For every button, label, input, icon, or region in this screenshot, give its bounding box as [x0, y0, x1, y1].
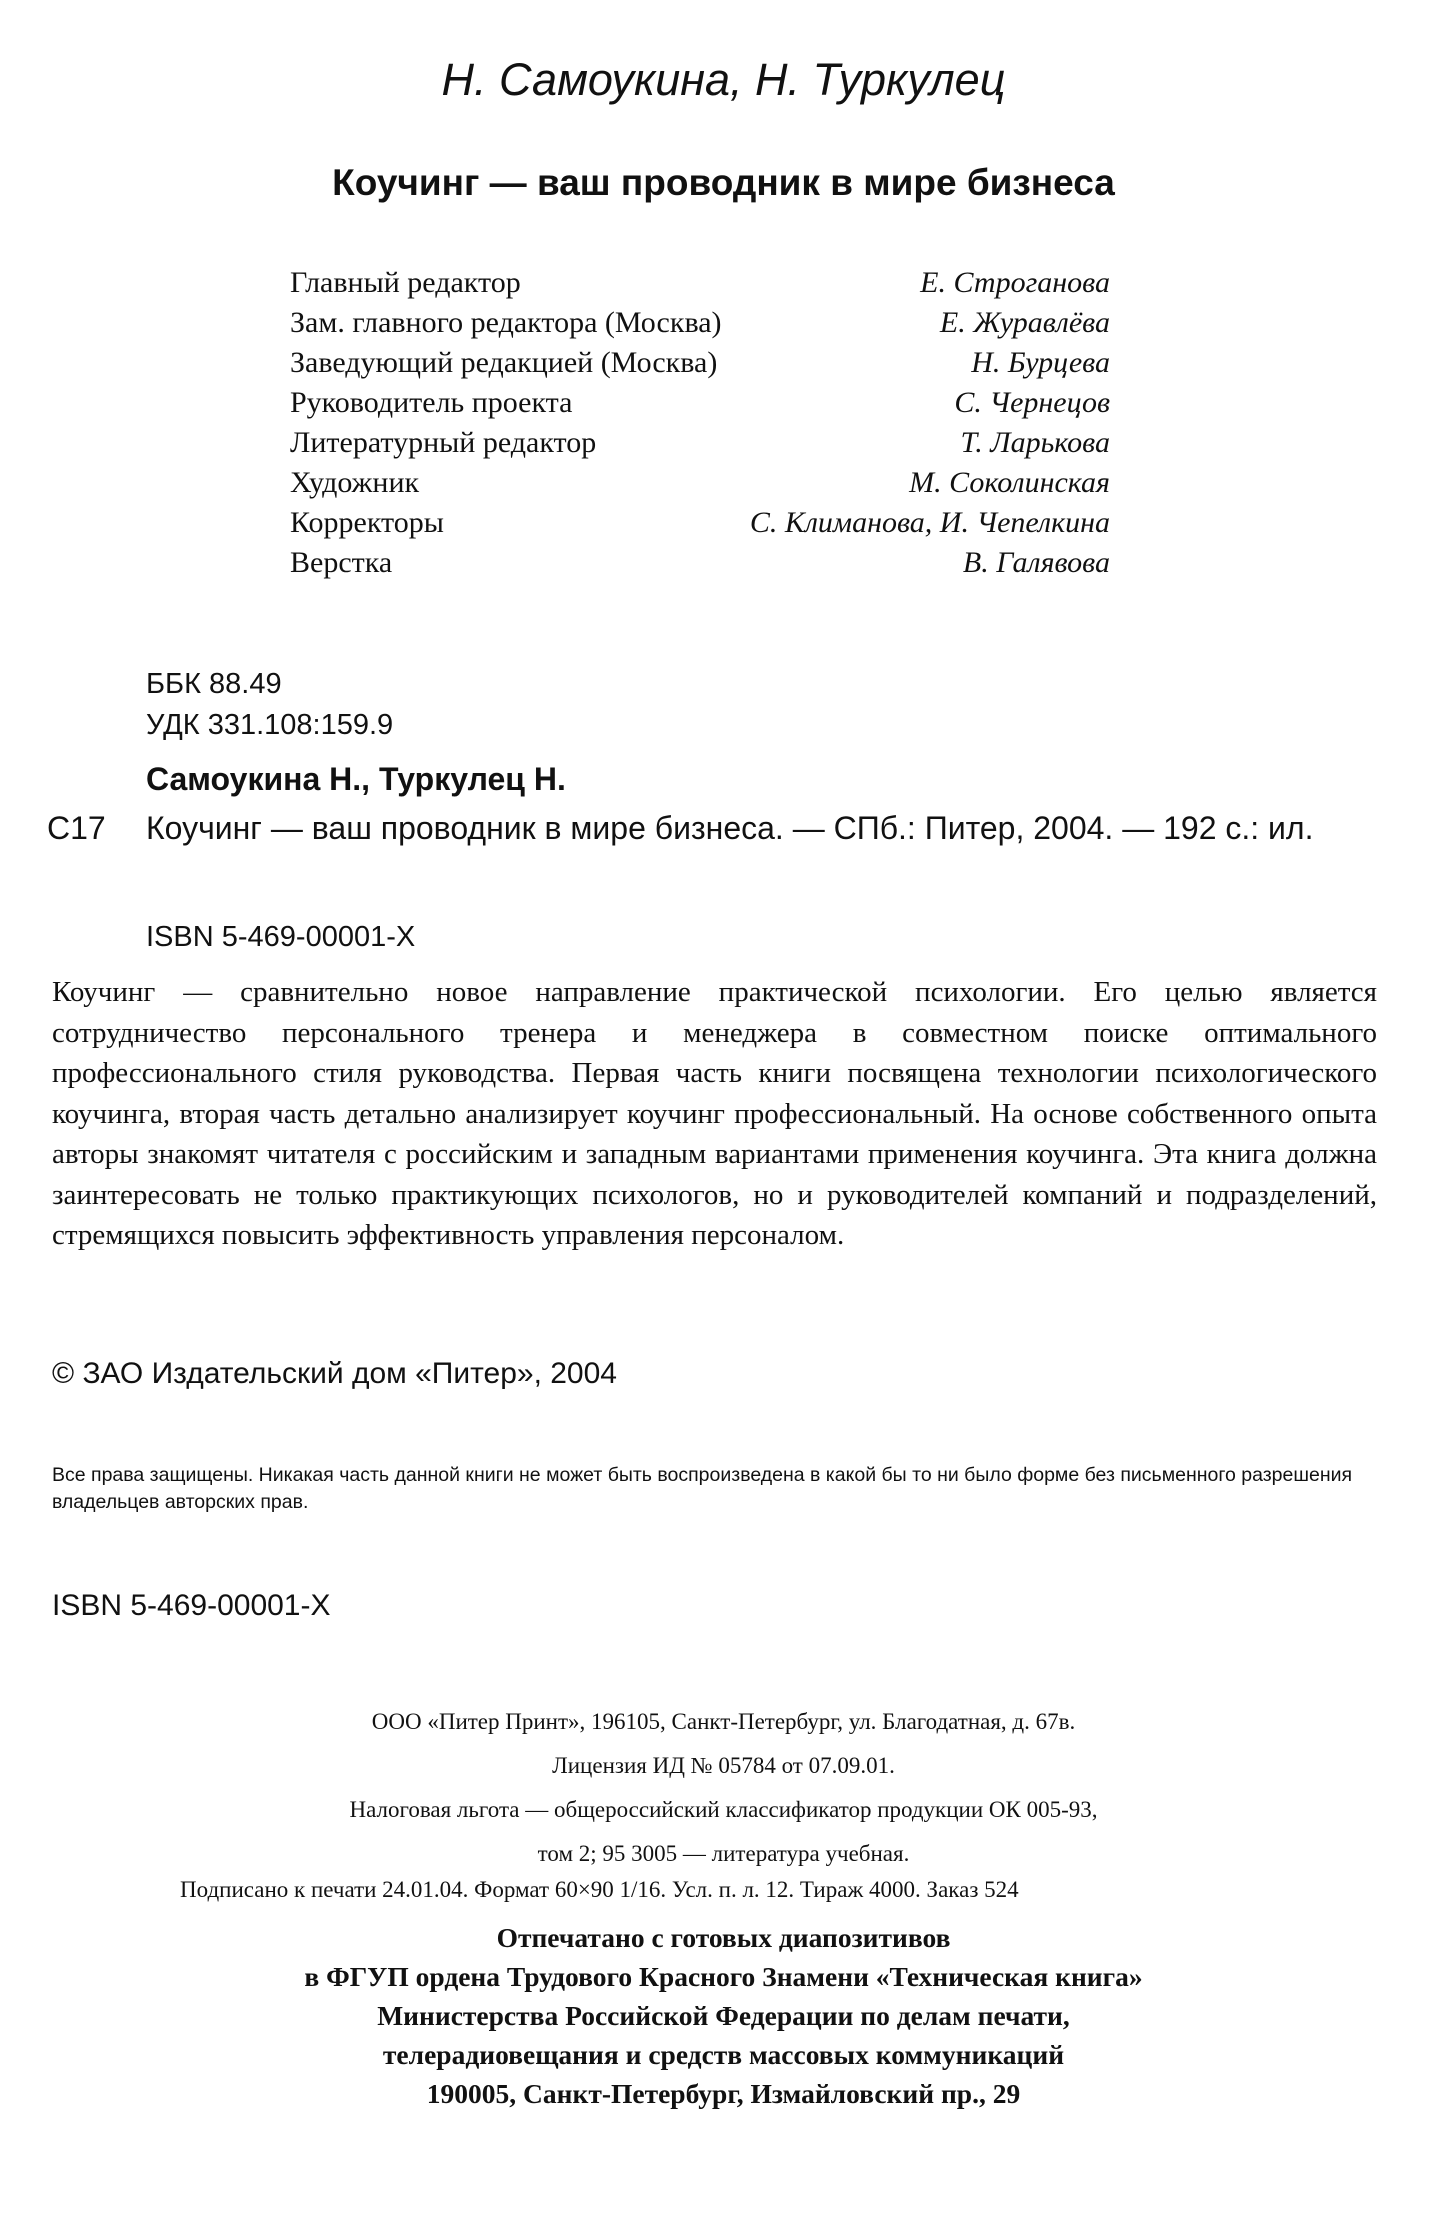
bbk-code: ББК 88.49 [146, 668, 282, 700]
credit-role: Главный редактор [290, 266, 521, 299]
printer-line: Министерства Российской Федерации по делам печати, [377, 2000, 1070, 2031]
credit-role: Литературный редактор [290, 426, 597, 459]
credit-row [290, 343, 1110, 383]
credit-role: Руководитель проекта [290, 386, 573, 419]
credit-name: С. Климанова, И. Чепелкина [749, 506, 1110, 539]
catalog-author-mark: С17 [47, 810, 106, 846]
credit-row [290, 263, 1110, 303]
printer-line: телерадиовещания и средств массовых коммуникаций [382, 2039, 1065, 2070]
rights-notice: Все права защищены. Никакая часть данной книги не может быть воспроизведена в какой бы то ни было форме без письменного разрешения владельцев авторских прав. [52, 1464, 1353, 1513]
book-annotation: Коучинг — сравнительно новое направление практической психологии. Его целью является сотрудничество персонального тренера и менеджера в совместном поиске оптимального профессионального стиля руководства. Первая часть книги посвящена технологии психологического коучинга, вторая часть детально анализирует коучинг профессиональный. На основе собственного опыта авторы знакомят читателя с российским и западным вариантами применения коучинга. Эта книга должна заинтересовать не только практикующих психологов, но и руководителей компаний и подразделений, стремящихся повысить эффективность управления персоналом. [52, 976, 1377, 1251]
credit-role: Художник [290, 466, 420, 499]
printer-info [0, 1918, 1447, 2113]
printer-line: в ФГУП ордена Трудового Красного Знамени «Техническая книга» [304, 1961, 1143, 1992]
isbn-bottom: ISBN 5-469-00001-X [52, 1589, 331, 1622]
imprint-line: том 2; 95 3005 — литература учебная. [537, 1841, 910, 1866]
credit-row [290, 423, 1110, 463]
udk-code: УДК 331.108:159.9 [146, 709, 394, 741]
credit-role: Верстка [290, 546, 393, 579]
book-authors: Н. Самоукина, Н. Туркулец [441, 54, 1006, 105]
credits-list [290, 263, 1110, 583]
credit-name: В. Галявова [962, 546, 1110, 579]
credit-role: Заведующий редакцией (Москва) [290, 346, 718, 379]
credit-name: Е. Строганова [920, 266, 1110, 299]
credit-role: Корректоры [290, 506, 444, 539]
printer-line: Отпечатано с готовых диапозитивов [496, 1922, 951, 1953]
imprint-line: Лицензия ИД № 05784 от 07.09.01. [552, 1753, 895, 1778]
imprint-line: Налоговая льгота — общероссийский классификатор продукции ОК 005-93, [349, 1797, 1098, 1822]
book-title: Коучинг — ваш проводник в мире бизнеса [332, 162, 1115, 203]
credit-row [290, 463, 1110, 503]
credit-role: Зам. главного редактора (Москва) [290, 306, 722, 339]
copyright-notice: © ЗАО Издательский дом «Питер», 2004 [52, 1357, 617, 1390]
isbn-catalog: ISBN 5-469-00001-X [146, 921, 416, 953]
print-details: Подписано к печати 24.01.04. Формат 60×90 1/16. Усл. п. л. 12. Тираж 4000. Заказ 524 [180, 1877, 1019, 1902]
printer-line: 190005, Санкт-Петербург, Измайловский пр., 29 [426, 2078, 1021, 2109]
imprint-line: ООО «Питер Принт», 196105, Санкт-Петербург, ул. Благодатная, д. 67в. [371, 1709, 1076, 1734]
credit-row [290, 303, 1110, 343]
credit-name: Н. Бурцева [971, 346, 1110, 379]
credit-name: Т. Ларькова [960, 426, 1110, 459]
credit-row [290, 543, 1110, 583]
credit-name: Е. Журавлёва [939, 306, 1110, 339]
catalog-title-entry: Коучинг — ваш проводник в мире бизнеса. — СПб.: Питер, 2004. — 192 с.: ил. [146, 810, 1314, 846]
catalog-authors: Самоукина Н., Туркулец Н. [146, 761, 566, 797]
credit-row [290, 383, 1110, 423]
credit-name: М. Соколинская [909, 466, 1110, 499]
credit-name: С. Чернецов [954, 386, 1110, 419]
publisher-imprint [0, 1700, 1447, 1876]
credit-row [290, 503, 1110, 543]
